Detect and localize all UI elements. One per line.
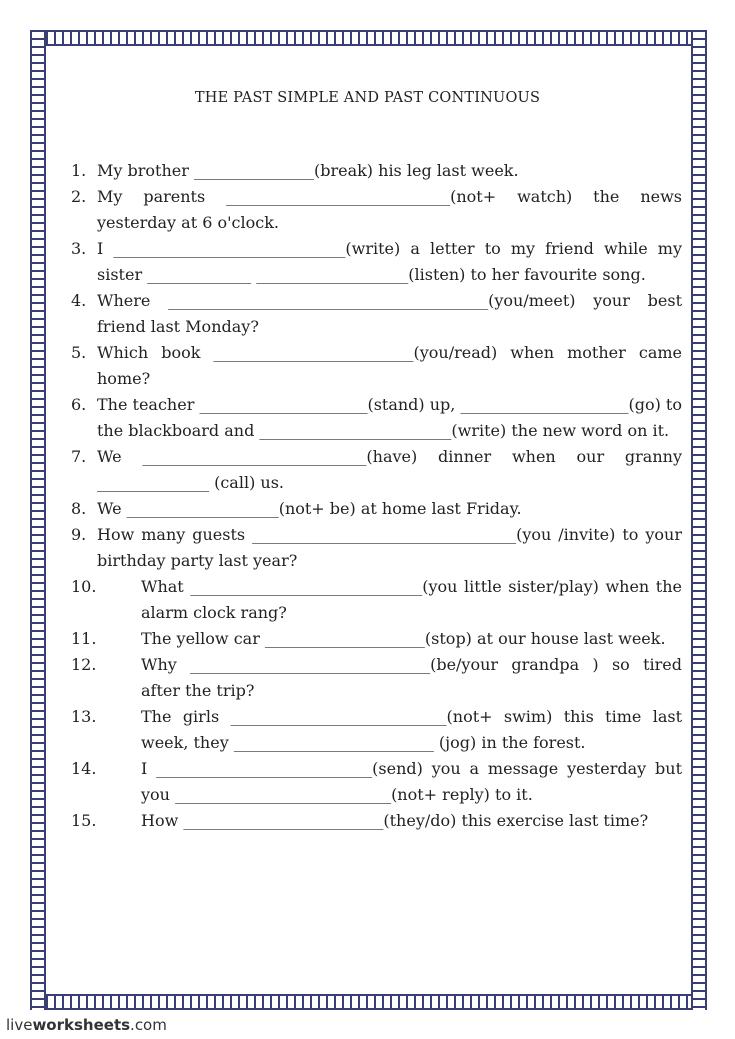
question-item — [71, 496, 682, 522]
question-number: 11. — [71, 629, 97, 648]
question-number: 4. — [71, 291, 87, 310]
question-number: 7. — [71, 447, 87, 466]
question-text: What _____________________________(you little sister/play) when the alarm clock rang? — [141, 577, 682, 622]
question-item — [71, 626, 682, 652]
question-item — [71, 392, 682, 444]
question-number: 10. — [71, 577, 97, 596]
question-item — [71, 704, 682, 756]
question-text: How many guests _________________________________(you /invite) to your birthday party last year? — [97, 525, 682, 570]
brand-prefix: live — [6, 1016, 33, 1034]
question-item — [71, 808, 682, 834]
question-number: 1. — [71, 161, 87, 180]
question-item — [71, 340, 682, 392]
question-text: The yellow car ____________________(stop) at our house last week. — [141, 629, 666, 648]
question-text: We ___________________(not+ be) at home last Friday. — [97, 499, 522, 518]
question-text: Why ______________________________(be/your grandpa ) so tired after the trip? — [141, 655, 682, 700]
question-number: 14. — [71, 759, 97, 778]
question-number: 12. — [71, 655, 97, 674]
decorative-border-left — [30, 30, 46, 1010]
question-text: Where ________________________________________(you/meet) your best friend last Monday? — [97, 291, 682, 336]
question-item — [71, 288, 682, 340]
question-item — [71, 756, 682, 808]
question-text: The teacher _____________________(stand) up, _____________________(go) to the blackboard and ________________________(write) the new word on it. — [97, 395, 682, 440]
question-number: 8. — [71, 499, 87, 518]
question-number: 9. — [71, 525, 87, 544]
page-title: THE PAST SIMPLE AND PAST CONTINUOUS — [194, 90, 541, 106]
question-item — [71, 444, 682, 496]
question-number: 5. — [71, 343, 87, 362]
question-text: I _____________________________(write) a letter to my friend while my sister _____________ ___________________(listen) to her favourite song. — [97, 239, 682, 284]
question-item — [71, 652, 682, 704]
decorative-border-top — [30, 30, 707, 46]
brand-bold: worksheets — [32, 1016, 131, 1034]
question-item — [71, 574, 682, 626]
question-text: Which book _________________________(you/read) when mother came home? — [97, 343, 682, 388]
question-text: My brother _______________(break) his leg last week. — [97, 161, 519, 180]
decorative-border-bottom — [30, 994, 707, 1010]
question-text: I ___________________________(send) you a message yesterday but you ___________________________(not+ reply) to it. — [141, 759, 682, 804]
questions-list — [71, 158, 682, 834]
question-text: The girls ___________________________(not+ swim) this time last week, they _________________________ (jog) in the forest. — [141, 707, 682, 752]
question-item — [71, 158, 682, 184]
question-number: 2. — [71, 187, 87, 206]
question-item — [71, 184, 682, 236]
question-text: My parents ____________________________(not+ watch) the news yesterday at 6 o'clock. — [97, 187, 682, 232]
brand-suffix: .com — [130, 1016, 167, 1034]
site-brand — [6, 1016, 167, 1034]
question-text: We ____________________________(have) dinner when our granny ______________ (call) us. — [97, 447, 682, 492]
decorative-border-right — [691, 30, 707, 1010]
question-number: 6. — [71, 395, 87, 414]
question-number: 15. — [71, 811, 97, 830]
question-text: How _________________________(they/do) this exercise last time? — [141, 811, 649, 830]
question-item — [71, 522, 682, 574]
question-number: 13. — [71, 707, 97, 726]
question-item — [71, 236, 682, 288]
question-number: 3. — [71, 239, 87, 258]
